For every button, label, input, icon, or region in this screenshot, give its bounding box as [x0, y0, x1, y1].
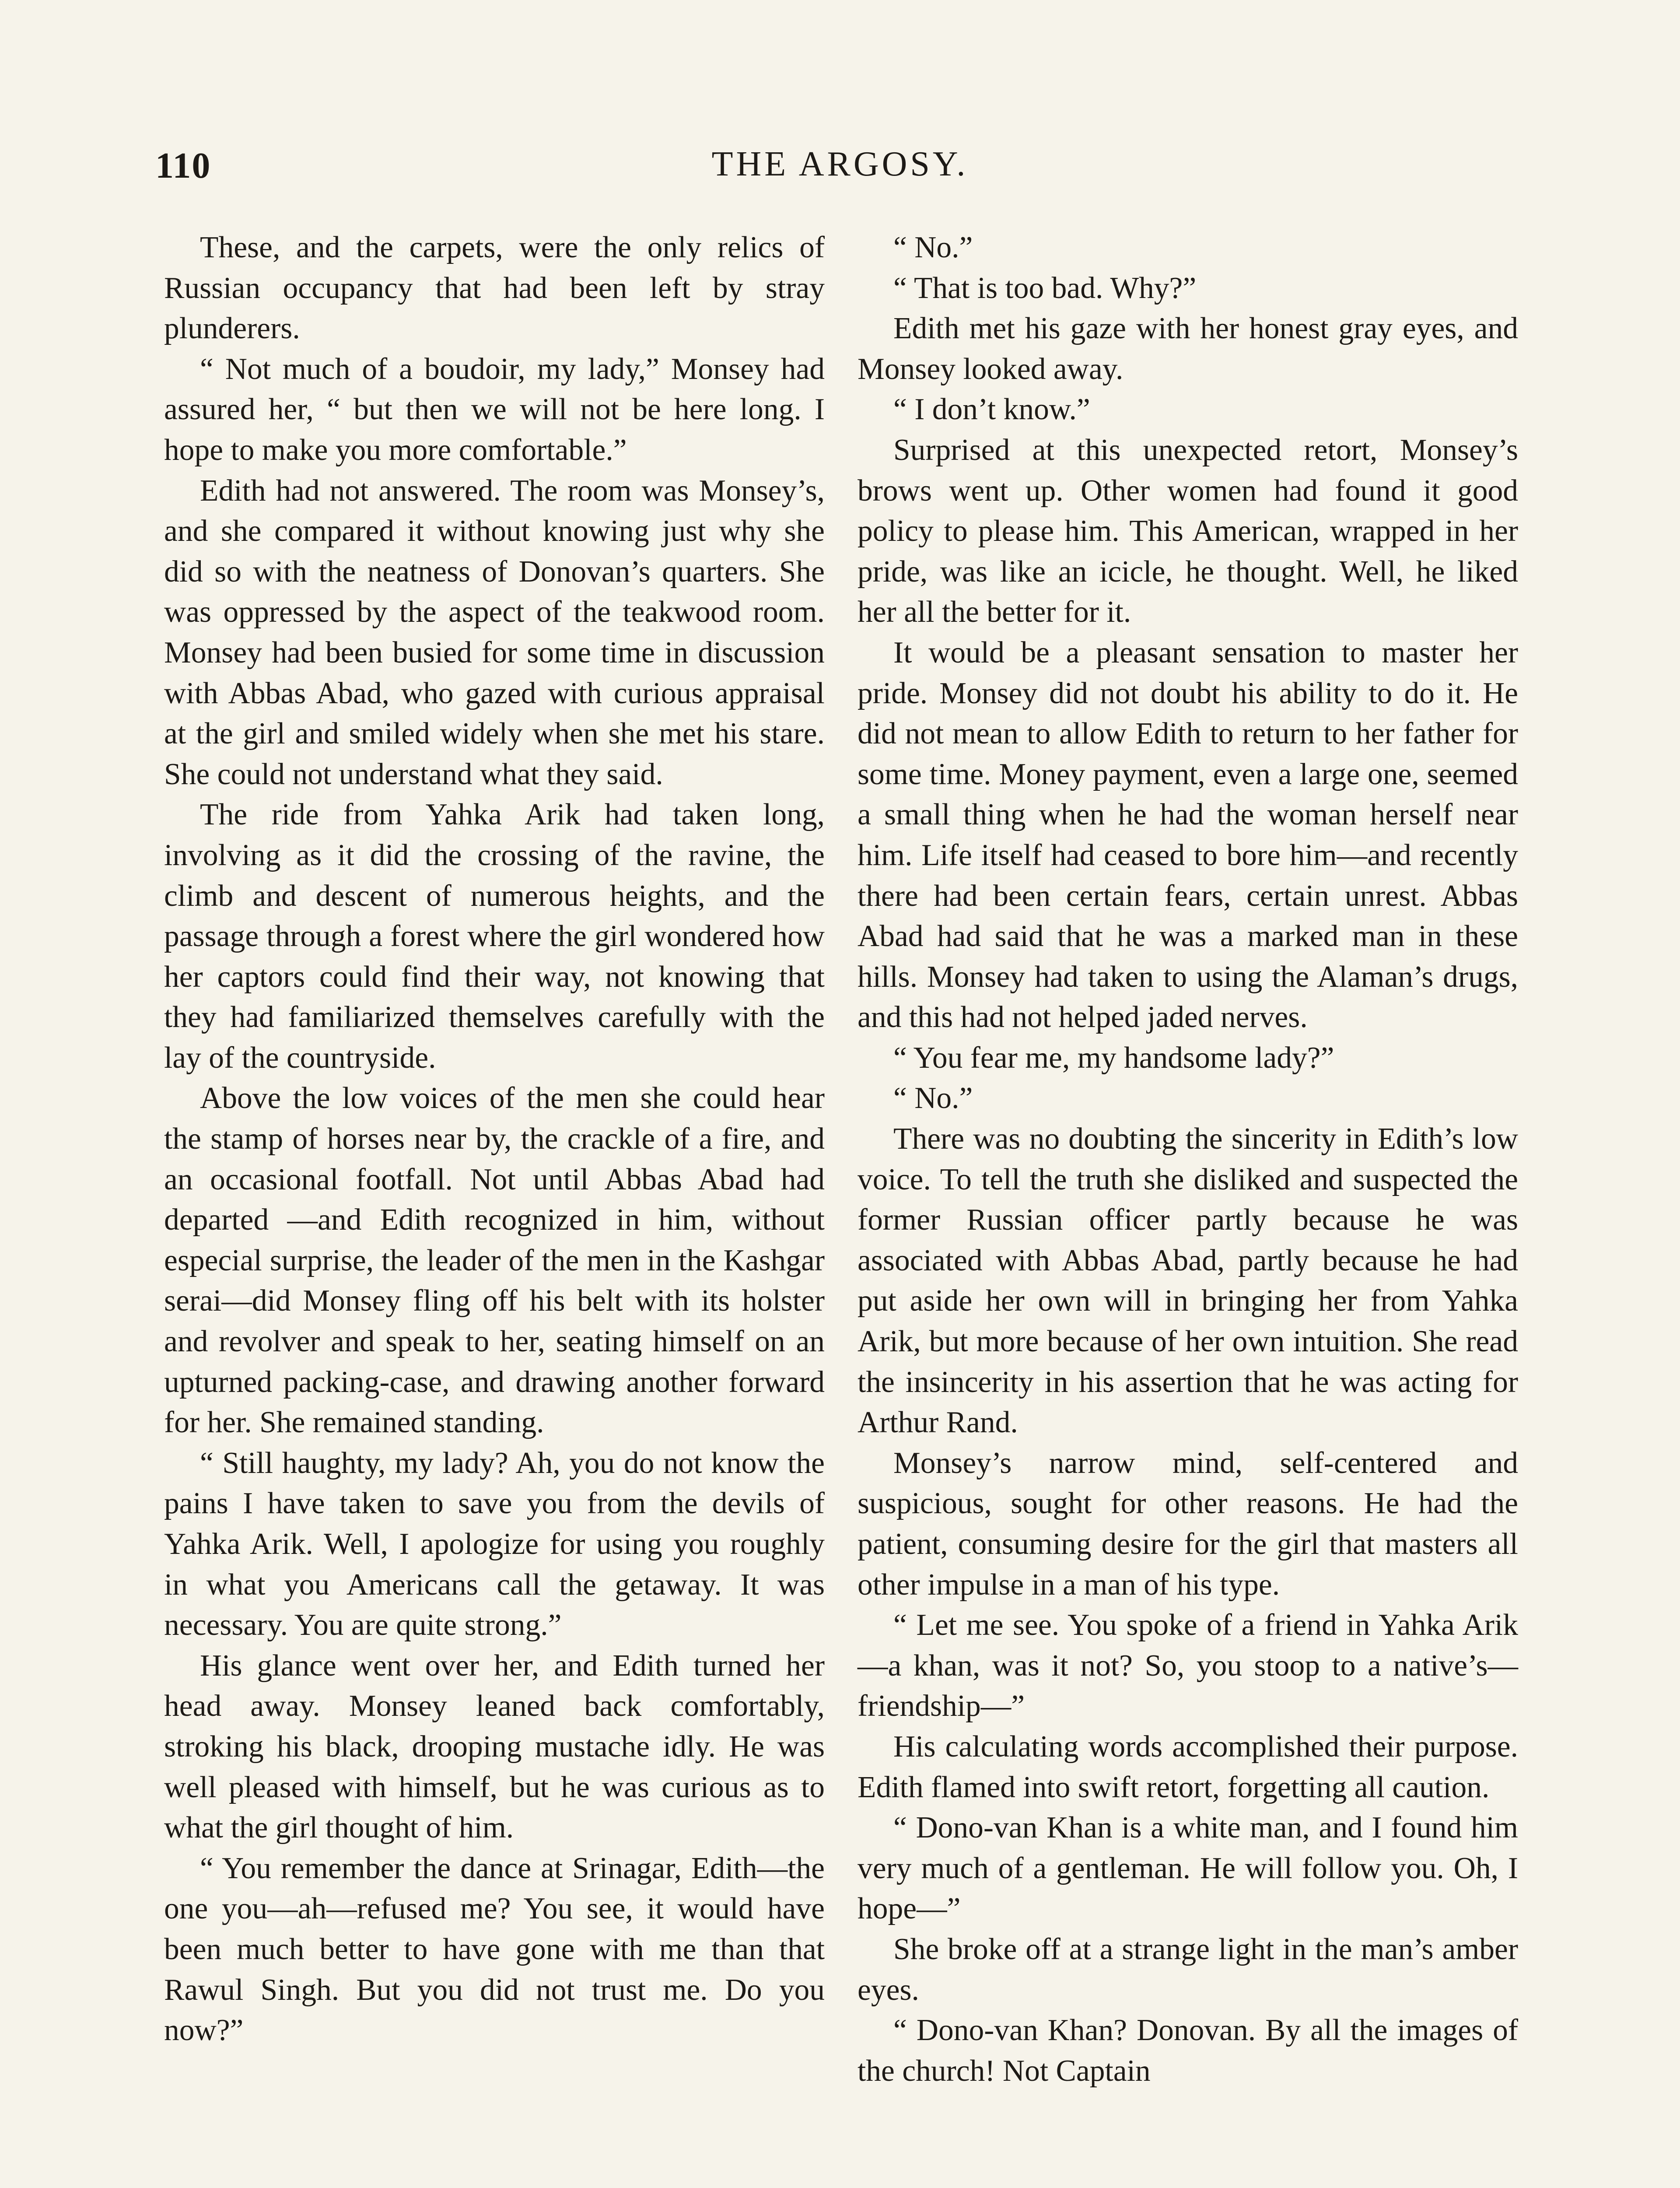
paragraph: “ You fear me, my handsome lady?” [893, 1041, 1334, 1075]
paragraph: There was no doubting the sincerity in Edith’s low voice. To tell the truth she disliked and suspected the former Russian officer partly because he was associated with Abbas Abad, partly because he had put aside her own will in bringing her from Yahka Arik, but more because of her own intuition. She read the insincerity in his assertion that he was acting for Arthur Rand. [858, 1122, 1518, 1440]
paragraph: His glance went over her, and Edith turned her head away. Monsey leaned back comfortably, stroking his black, drooping mustache idly. He was well pleased with himself, but he was curious as to what the girl thought of him. [164, 1648, 825, 1845]
paragraph: “ You remember the dance at Srinagar, Edith—the one you—ah—refused me? You see, it would have been much better to have gone with me than that Rawul Singh. But you did not trust me. Do you now?” [164, 1851, 825, 2048]
paragraph: “ Dono-van Khan is a white man, and I found him very much of a gentleman. He will follow you. Oh, I hope—” [858, 1811, 1518, 1926]
paragraph: The ride from Yahka Arik had taken long, involving as it did the crossing of the ravine, the climb and descent of numerous heights, and the passage through a forest where the girl wondered how her captors could find their way, not knowing that they had familiarized themselves carefully with the lay of the countryside. [164, 798, 825, 1075]
running-head: THE ARGOSY. [711, 145, 969, 183]
paragraph: “ Let me see. You spoke of a friend in Yahka Arik—a khan, was it not? So, you stoop to a native’s—friendship—” [858, 1608, 1518, 1723]
paragraph: Monsey’s narrow mind, self-centered and suspicious, sought for other reasons. He had the patient, consuming desire for the girl that masters all other impulse in a man of his type. [858, 1446, 1518, 1602]
paragraph: These, and the carpets, were the only relics of Russian occupancy that had been left by stray plunderers. [164, 231, 825, 346]
paragraph: Edith had not answered. The room was Monsey’s, and she compared it without knowing just why she did so with the neatness of Donovan’s quarters. She was oppressed by the aspect of the teakwood room. Monsey had been busied for some time in discussion with Abbas Abad, who gazed with curious appraisal at the girl and smiled widely when she met his stare. She could not understand what they said. [164, 473, 825, 791]
paragraph: “ I don’t know.” [893, 393, 1090, 427]
paragraph: “ No.” [893, 1081, 973, 1115]
paragraph: Above the low voices of the men she could hear the stamp of horses near by, the crackle of a fire, and an occasional footfall. Not until Abbas Abad had departed —and Edith recognized in him, without especial surprise, the leader of the men in the Kashgar serai—did Monsey fling off his belt with its holster and revolver and speak to her, seating himself on an upturned packing-case, and drawing another forward for her. She remained standing. [164, 1081, 825, 1440]
left-column [164, 228, 825, 2051]
paragraph: “ Dono-van Khan? Donovan. By all the images of the church! Not Captain [858, 2013, 1518, 2088]
paragraph: Surprised at this unexpected retort, Monsey’s brows went up. Other women had found it good policy to please him. This American, wrapped in her pride, was like an icicle, he thought. Well, he liked her all the better for it. [858, 433, 1518, 629]
paragraph: She broke off at a strange light in the man’s amber eyes. [858, 1932, 1518, 2007]
paragraph: It would be a pleasant sensation to master her pride. Monsey did not doubt his ability to do it. He did not mean to allow Edith to return to her father for some time. Money payment, even a large one, seemed a small thing when he had the woman herself near him. Life itself had ceased to bore him—and recently there had been certain fears, certain unrest. Abbas Abad had said that he was a marked man in these hills. Monsey had taken to using the Alaman’s drugs, and this had not helped jaded nerves. [858, 635, 1518, 1034]
right-column [858, 228, 1518, 2091]
paragraph: “ That is too bad. Why?” [893, 271, 1197, 305]
paragraph: “ Still haughty, my lady? Ah, you do not know the pains I have taken to save you from the devils of Yahka Arik. Well, I apologize for using you roughly in what you Americans call the getaway. It was necessary. You are quite strong.” [164, 1446, 825, 1642]
paragraph: “ No.” [893, 231, 973, 264]
page-number: 110 [155, 145, 211, 186]
paragraph: “ Not much of a boudoir, my lady,” Monsey had assured her, “ but then we will not be here long. I hope to make you more comfortable.” [164, 352, 825, 467]
paragraph: Edith met his gaze with her honest gray eyes, and Monsey looked away. [858, 312, 1518, 386]
paragraph: His calculating words accomplished their purpose. Edith flamed into swift retort, forgetting all caution. [858, 1729, 1518, 1804]
